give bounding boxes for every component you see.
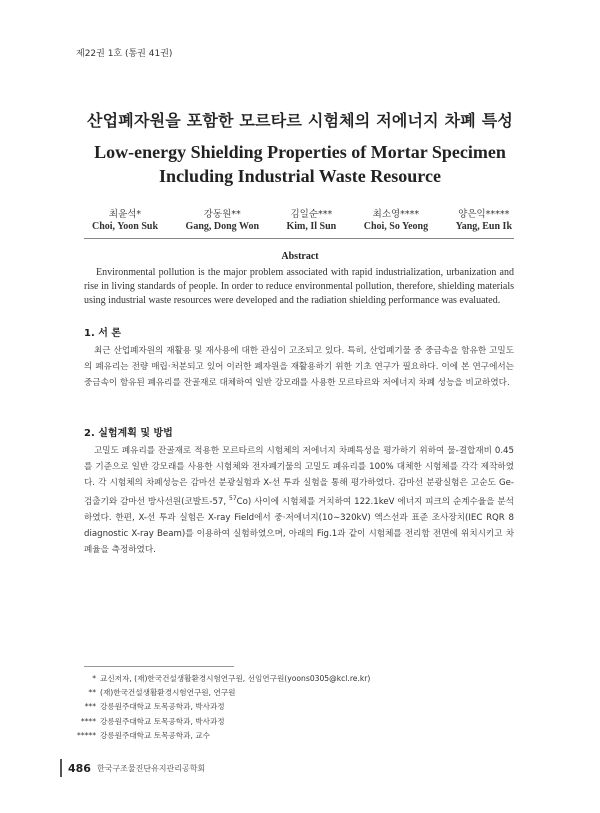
title-korean: 산업폐자원을 포함한 모르타르 시험체의 저에너지 차폐 특성 bbox=[86, 111, 514, 130]
running-header: 제22권 1호 (통권 41권) bbox=[76, 49, 173, 59]
author-name-english: Choi, Yoon Suk bbox=[92, 221, 159, 232]
methods-text-part2: Co) 사이에 시험체를 거치하여 122.1keV 에너지 피크의 순계수율을 분석하였다. 한편, X-선 투과 실험은 X-ray Field에서 중·저에너지(10∼320kV) 엑스선과 표준 조사장치(IEC RQR 8 diagnostic X-ray Beam)를 이용하여 실험하였으며, 아래의 Fig.1과 같이 시험체를 전리함 전면에 위치시키고 차폐율을 측정하였다. bbox=[84, 496, 514, 555]
author-list bbox=[92, 206, 512, 232]
page-number: 486 bbox=[68, 761, 91, 775]
footnote-divider bbox=[84, 666, 234, 667]
title-english-line2: Including Industrial Waste Resource bbox=[159, 166, 441, 186]
footnote bbox=[60, 672, 370, 686]
section-heading-methods: 2. 실험계획 및 방법 bbox=[84, 428, 173, 439]
footnote bbox=[60, 715, 370, 729]
author bbox=[92, 206, 158, 232]
section-heading-introduction: 1. 서 론 bbox=[84, 328, 122, 339]
footnote bbox=[60, 686, 370, 700]
section-body-introduction: 최근 산업폐자원의 재활용 및 재사용에 대한 관심이 고조되고 있다. 특히, 산업폐기물 중 중금속을 함유한 고밀도의 폐유리는 전량 매립·처분되고 있어 이러한 폐자원을 재활용하기 위한 기초 연구가 필요하다. 이에 본 연구에서는 중금속이 함유된 폐유리를 잔골재로 대체하여 일반 강모래를 사용한 모르타르와 저에너지 차폐 성능을 비교하였다. bbox=[84, 346, 514, 388]
journal-name: 한국구조물진단유지관리공학회 bbox=[96, 763, 206, 773]
methods-text-part1: 고밀도 폐유리를 잔골재로 적용한 모르타르의 시험체의 저에너지 차폐특성을 평가하기 위하여 물-결합재비 0.45를 기준으로 일반 강모래를 사용한 시험체와 전자폐기물의 고밀도 폐유리를 100% 대체한 시험체를 각각 제작하였다. 각 시험체의 차폐성능은 감마선 분광실험과 X-선 투과 실험을 통해 평가하였다. 감마선 분광실험은 고순도 Ge-검출기와 감마선 방사선원(코발트-57, bbox=[84, 446, 514, 507]
author-name-english: Choi, So Yeong bbox=[363, 221, 429, 232]
abstract-heading: Abstract bbox=[281, 251, 319, 262]
author-name-english: Kim, Il Sun bbox=[286, 221, 337, 232]
footer-bar bbox=[60, 759, 62, 777]
section-body-methods bbox=[84, 443, 514, 558]
footnote-mark: **** bbox=[80, 716, 96, 726]
title-english-line1: Low-energy Shielding Properties of Mortar Specimen bbox=[94, 142, 506, 162]
footnote-mark: * bbox=[92, 674, 96, 683]
author-name-english: Gang, Dong Won bbox=[185, 221, 259, 232]
author-name-korean: 최윤석* bbox=[108, 209, 142, 220]
footnote-mark: ***** bbox=[77, 730, 96, 740]
page-footer bbox=[60, 759, 205, 777]
footnote-list bbox=[60, 672, 370, 743]
footnote-text: 강릉원주대학교 토목공학과, 박사과정 bbox=[100, 702, 225, 712]
author bbox=[456, 206, 512, 232]
title-divider bbox=[84, 238, 514, 239]
title-english bbox=[0, 140, 600, 188]
author-name-korean: 최소영**** bbox=[372, 209, 420, 220]
footnote-text: (재)한국건설생활환경시험연구원, 연구원 bbox=[100, 688, 236, 698]
footnote bbox=[60, 729, 370, 743]
author bbox=[286, 206, 336, 232]
author-name-korean: 양은익***** bbox=[458, 209, 510, 220]
abstract-body: Environmental pollution is the major problem associated with rapid industrialization, urbanization and rise in living standards of people. In order to reduce environmental pollution, therefore, shielding materials using industrial waste resources were developed and the radiation shielding performance was evaluated. bbox=[84, 267, 514, 306]
footnote-text: 강릉원주대학교 토목공학과, 교수 bbox=[100, 730, 210, 740]
footnote-mark: *** bbox=[84, 702, 96, 712]
footnote-text: 교신저자, (재)한국건설생활환경시험연구원, 선임연구원(yoons0305@kcl.re.kr) bbox=[100, 674, 371, 683]
footnote-mark: ** bbox=[88, 688, 96, 698]
author-name-korean: 김일순*** bbox=[290, 209, 333, 220]
author bbox=[186, 206, 259, 232]
author bbox=[364, 206, 428, 232]
author-name-english: Yang, Eun Ik bbox=[455, 221, 512, 232]
author-name-korean: 강동원** bbox=[203, 209, 241, 220]
isotope-mass-number: 57 bbox=[229, 495, 237, 502]
footnote-text: 강릉원주대학교 토목공학과, 박사과정 bbox=[100, 716, 225, 726]
footnote bbox=[60, 700, 370, 714]
